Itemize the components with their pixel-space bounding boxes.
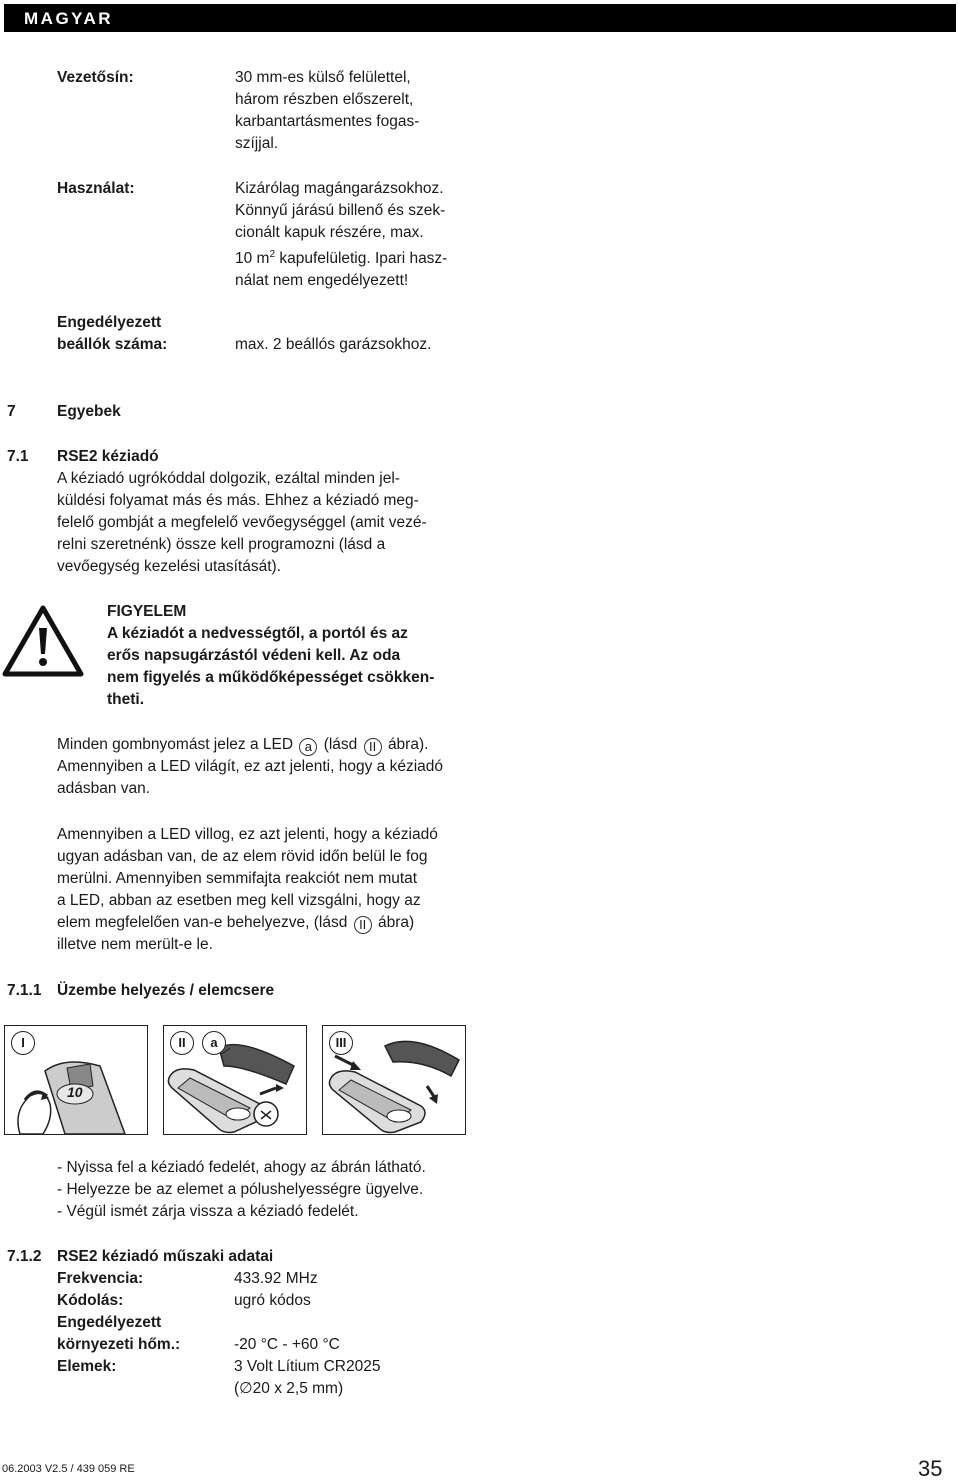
spec-label-parking: Engedélyezett beállók száma: (57, 314, 168, 353)
warning-block: FIGYELEM A kéziadót a nedvességtől, a portól és az erős napsugárzástól védeni kell. Az oda nem figyelés a működőképességet csökken- theti. (107, 603, 435, 708)
list-item: - Helyezze be az elemet a pólushelyességre ügyelve. (57, 1181, 424, 1198)
section-7-1-paragraph: A kéziadó ugrókóddal dolgozik, ezáltal minden jel- küldési folyamat más és más. Ehhez a kéziadó meg- felelő gombját a megfelelő vevőegységgel (amit vezé- relni szeretnénk) össze kell programozni (lásd a vevőegység kezelési utasítását). (57, 470, 427, 575)
led-paragraph: Minden gombnyomást jelez a LED a (lásd II ábra). Amennyiben a LED világít, ez azt jelenti, hogy a kéziadó adásban van. (57, 736, 444, 797)
footer-version: 06.2003 V2.5 / 439 059 RE (2, 1463, 135, 1475)
section-7-number: 7 (7, 403, 16, 420)
spec-label-usage: Használat: (57, 180, 135, 197)
tech-label: környezeti hőm.: (57, 1336, 181, 1353)
coin-label: 10 (67, 1084, 83, 1100)
section-7-1-2-title: RSE2 kéziadó műszaki adatai (57, 1248, 274, 1265)
tech-label: Kódolás: (57, 1292, 124, 1309)
tech-value: (∅20 x 2,5 mm) (234, 1380, 344, 1397)
tech-label: Frekvencia: (57, 1270, 144, 1287)
spec-label-guide-rail: Vezetősín: (57, 69, 134, 86)
language-label: MAGYAR (24, 9, 113, 28)
figure-ii-insert-battery (163, 1025, 307, 1135)
figure-ii-reference: II (354, 916, 372, 934)
section-7-1-title: RSE2 kéziadó (57, 448, 159, 465)
list-item: - Végül ismét zárja vissza a kéziadó fedelét. (57, 1203, 359, 1220)
section-7-1-2-number: 7.1.2 (7, 1248, 42, 1265)
led-label: a (202, 1031, 226, 1055)
figure-ii-reference: II (364, 738, 382, 756)
figure-iii-close-cover (322, 1025, 466, 1135)
spec-value-usage: Kizárólag magángarázsokhoz. Könnyű járású billenő és szek- cionált kapuk részére, max. 10 $m^2$ kapufelületig. Ipari hasz- nálat nem engedélyezett! (235, 180, 448, 289)
tech-label: Engedélyezett (57, 1314, 162, 1331)
warning-triangle-icon (2, 604, 84, 678)
spec-value-parking: max. 2 beállós garázsokhoz. (235, 336, 432, 353)
section-7-1-number: 7.1 (7, 448, 29, 465)
tech-value: ugró kódos (234, 1292, 311, 1309)
figure-label: II (170, 1031, 194, 1055)
tech-label: Elemek: (57, 1358, 117, 1375)
led-a-reference: a (299, 738, 317, 756)
tech-value: 433.92 MHz (234, 1270, 318, 1287)
figure-i-open-cover (4, 1025, 148, 1135)
list-item: - Nyissa fel a kéziadó fedelét, ahogy az ábrán látható. (57, 1159, 426, 1176)
tech-value: -20 °C - +60 °C (234, 1336, 340, 1353)
page-number: 35 (918, 1456, 943, 1481)
section-7-1-1-number: 7.1.1 (7, 982, 42, 999)
blink-paragraph: Amennyiben a LED villog, ez azt jelenti, hogy a kéziadó ugyan adásban van, de az elem rövid időn belül le fog merülni. Amennyiben semmifajta reakciót nem mutat a LED, abban az esetben meg kell vizsgálni, hogy az elem megfelelően van-e behelyezve, (lásd II ábra) illetve nem merült-e le. (57, 826, 438, 953)
warning-title: FIGYELEM (107, 603, 187, 620)
section-7-title: Egyebek (57, 403, 121, 420)
spec-value-guide-rail: 30 mm-es külső felülettel, három részben előszerelt, karbantartásmentes fogas- szíjjal. (235, 69, 420, 152)
figure-label: III (329, 1031, 353, 1055)
tech-value: 3 Volt Lítium CR2025 (234, 1358, 381, 1375)
language-header-bar (4, 4, 956, 32)
installation-steps (57, 1157, 426, 1223)
figure-label: I (11, 1031, 35, 1055)
section-7-1-1-title: Üzembe helyezés / elemcsere (57, 982, 275, 999)
